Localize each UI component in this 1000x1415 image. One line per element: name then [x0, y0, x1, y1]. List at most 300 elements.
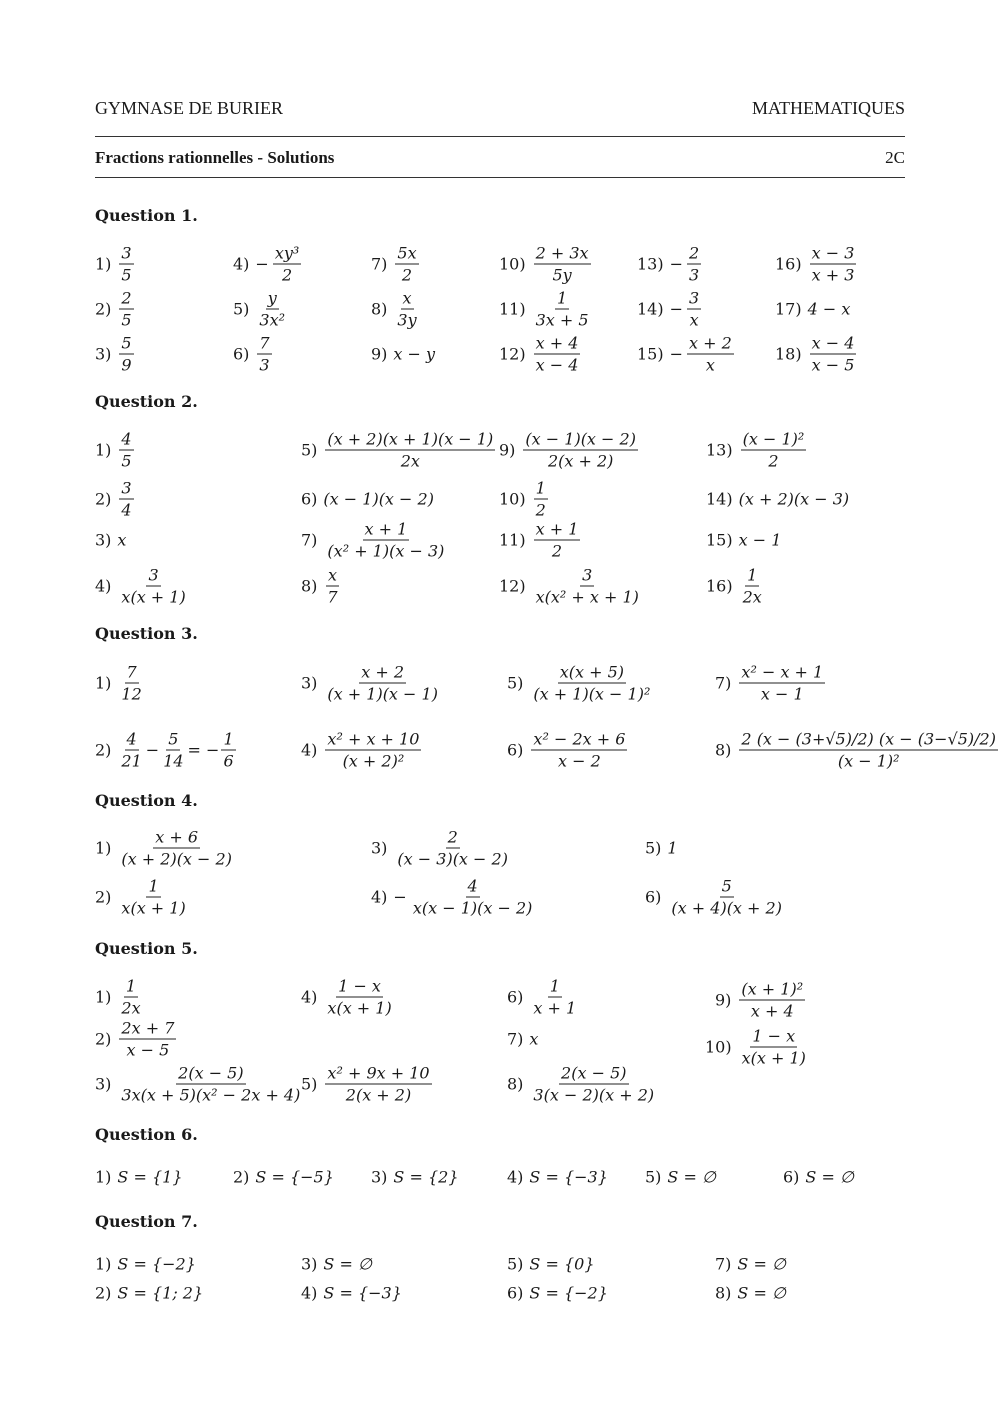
fraction	[325, 566, 339, 607]
answer-item	[499, 566, 643, 607]
numerator: 1	[125, 976, 137, 996]
numerator: 5x	[397, 243, 417, 263]
denominator: 2	[535, 500, 546, 520]
minus-sign: −	[669, 344, 684, 364]
denominator: 12	[121, 684, 142, 704]
denominator: x − 5	[811, 355, 855, 375]
answer-number: 6)	[301, 489, 318, 509]
page-header	[95, 98, 905, 119]
answer-item	[499, 520, 582, 561]
fraction	[119, 828, 234, 869]
denominator: 2	[401, 265, 413, 285]
answer-item	[95, 566, 190, 607]
numerator: x + 1	[364, 519, 408, 539]
minus-sign: −	[669, 254, 684, 274]
denominator: x(x² + x + 1)	[535, 587, 639, 607]
question-title: Question 3.	[95, 624, 198, 643]
denominator: x	[689, 310, 699, 330]
answer-item	[507, 1030, 538, 1049]
numerator: 3	[121, 243, 132, 263]
fraction	[531, 977, 578, 1018]
answer-number: 9)	[499, 440, 516, 460]
answer-number: 5)	[507, 1254, 524, 1274]
numerator: x + 6	[155, 827, 199, 847]
title-bar	[95, 148, 905, 168]
answer-item	[95, 334, 136, 375]
answer-number: 6)	[507, 1283, 524, 1303]
answer-item	[783, 1168, 854, 1187]
answer-item	[637, 334, 736, 375]
answer-item	[507, 1255, 595, 1274]
answer-number: 3)	[371, 838, 388, 858]
denominator: 6	[223, 751, 234, 771]
answer-number: 5)	[645, 1167, 662, 1187]
answer-number: 7)	[715, 673, 732, 693]
numerator: 3	[121, 478, 132, 498]
answer-number: 2)	[95, 299, 112, 319]
answer-expression: (x − 1)(x − 2)	[323, 489, 434, 509]
fraction	[119, 334, 133, 375]
answer-item	[95, 663, 146, 704]
answer-item	[301, 730, 423, 771]
numerator: 1	[557, 288, 568, 308]
question-title: Question 6.	[95, 1125, 198, 1144]
numerator: (x − 1)(x − 2)	[525, 429, 636, 449]
numerator: x² + 9x + 10	[327, 1063, 430, 1083]
fraction	[741, 566, 764, 607]
fraction	[534, 334, 581, 375]
answer-number: 4)	[371, 887, 388, 907]
answer-number: 15)	[706, 530, 733, 550]
answer-expression: x	[117, 530, 127, 550]
fraction	[534, 479, 548, 520]
subject-name: MATHEMATIQUES	[752, 98, 905, 118]
fraction	[741, 430, 807, 471]
numerator: xy³	[274, 243, 300, 263]
denominator: (x + 2)(x − 2)	[121, 849, 232, 869]
fraction	[325, 430, 495, 471]
answer-expression: S = {−3}	[529, 1167, 608, 1187]
fraction	[325, 730, 421, 771]
numerator: 4	[121, 429, 132, 449]
fraction	[119, 430, 133, 471]
answer-item	[499, 430, 640, 471]
answer-item	[715, 1284, 786, 1303]
numerator: x² − x + 1	[741, 662, 824, 682]
fraction	[119, 289, 133, 330]
numerator: 2	[121, 288, 132, 308]
answer-number: 3)	[301, 673, 318, 693]
fraction	[119, 663, 143, 704]
fraction	[523, 430, 638, 471]
denominator: x(x + 1)	[741, 1048, 806, 1068]
numerator: 1	[747, 565, 758, 585]
answer-number: 11)	[499, 530, 526, 550]
denominator: 5	[121, 265, 132, 285]
fraction	[531, 730, 627, 771]
answer-item	[301, 977, 396, 1018]
answer-number: 11)	[499, 299, 526, 319]
answer-item	[95, 1168, 183, 1187]
denominator: 5	[121, 310, 132, 330]
denominator: x	[705, 355, 715, 375]
answer-item	[95, 531, 126, 550]
answer-expression: S = {1; 2}	[117, 1283, 204, 1303]
numerator: 5	[168, 729, 179, 749]
denominator: 2	[281, 265, 293, 285]
minus-sign: −	[255, 254, 269, 274]
numerator: x² − 2x + 6	[533, 729, 626, 749]
numerator: 2(x − 5)	[561, 1063, 627, 1083]
denominator: 9	[121, 355, 132, 375]
fraction	[119, 1019, 176, 1060]
answer-number: 8)	[507, 1074, 524, 1094]
answer-number: 4)	[301, 1283, 318, 1303]
question-title: Question 2.	[95, 392, 198, 411]
answer-expression: x	[529, 1029, 539, 1049]
denominator: 2	[768, 451, 779, 471]
answer-number: 5)	[645, 838, 662, 858]
denominator: 4	[121, 500, 132, 520]
answer-expression: S = ∅	[737, 1283, 786, 1303]
answer-item	[301, 1284, 402, 1303]
fraction	[810, 334, 857, 375]
fraction	[119, 479, 133, 520]
answer-number: 4)	[301, 740, 318, 760]
answer-number: 1)	[95, 673, 112, 693]
answer-item	[95, 1064, 304, 1105]
fraction	[534, 566, 641, 607]
answer-item	[371, 345, 435, 364]
answer-number: 4)	[301, 987, 318, 1007]
denominator: 21	[121, 751, 142, 771]
answer-number: 3)	[371, 1167, 388, 1187]
numerator: 1 − x	[338, 976, 381, 996]
answer-item	[507, 977, 580, 1018]
numerator: 2x + 7	[121, 1018, 175, 1038]
answer-expression: S = ∅	[667, 1167, 716, 1187]
denominator: (x + 1)(x − 1)	[327, 684, 438, 704]
answer-expression: x − 1	[738, 530, 782, 550]
numerator: x + 4	[535, 333, 579, 353]
fraction	[740, 1027, 808, 1068]
fraction	[325, 663, 440, 704]
fraction	[325, 1064, 431, 1105]
answer-item	[95, 877, 190, 918]
fraction	[221, 730, 235, 771]
numerator: 1	[148, 876, 159, 896]
numerator: x	[328, 565, 338, 585]
answer-number: 7)	[371, 254, 388, 274]
answer-number: 12)	[499, 344, 526, 364]
answer-expression: S = ∅	[805, 1167, 854, 1187]
minus-operator: −	[145, 740, 160, 760]
denominator: (x + 4)(x + 2)	[671, 898, 782, 918]
minus-sign: −	[669, 299, 684, 319]
answer-number: 1)	[95, 254, 112, 274]
class-label: 2C	[885, 148, 905, 167]
equals-operator: = −	[187, 740, 220, 760]
numerator: 2 (x − (3+√5)/2) (x − (3−√5)/2)	[741, 729, 996, 749]
numerator: 3	[582, 565, 593, 585]
fraction	[325, 977, 393, 1018]
answer-item	[233, 244, 303, 285]
answer-item	[706, 430, 808, 471]
numerator: x − 4	[811, 333, 855, 353]
denominator: 3(x − 2)(x + 2)	[533, 1085, 655, 1105]
answer-number: 10)	[499, 489, 526, 509]
answer-item	[233, 334, 274, 375]
numerator: (x + 1)²	[741, 979, 804, 999]
answer-item	[371, 244, 421, 285]
answer-number: 8)	[301, 576, 318, 596]
answer-item	[715, 980, 807, 1021]
fraction	[810, 244, 857, 285]
fraction	[119, 1064, 302, 1105]
answer-item	[637, 289, 703, 330]
denominator: 14	[163, 751, 184, 771]
answer-item	[371, 877, 536, 918]
answer-number: 8)	[715, 740, 732, 760]
numerator: 1	[535, 478, 546, 498]
answer-item	[301, 520, 448, 561]
answer-number: 16)	[706, 576, 733, 596]
answer-number: 2)	[95, 1283, 112, 1303]
answer-item	[775, 300, 850, 319]
fraction	[257, 289, 287, 330]
denominator: 2(x + 2)	[345, 1085, 412, 1105]
numerator: x + 2	[689, 333, 732, 353]
answer-item	[507, 1064, 658, 1105]
question-title: Question 4.	[95, 791, 198, 810]
fraction	[534, 244, 591, 285]
fraction	[325, 520, 446, 561]
fraction	[739, 980, 805, 1021]
denominator: (x² + 1)(x − 3)	[327, 541, 445, 561]
answer-expression: S = {1}	[117, 1167, 183, 1187]
answer-item	[499, 334, 582, 375]
denominator: 2	[551, 541, 563, 561]
answer-item	[301, 1255, 372, 1274]
numerator: 3	[148, 565, 159, 585]
answer-number: 14)	[706, 489, 733, 509]
denominator: 2(x + 2)	[547, 451, 614, 471]
answer-number: 6)	[233, 344, 250, 364]
numerator: 2	[689, 243, 700, 263]
numerator: 2	[447, 827, 458, 847]
answer-expression: 4 − x	[807, 299, 851, 319]
denominator: 2x	[742, 587, 762, 607]
fraction	[395, 244, 418, 285]
answer-number: 7)	[507, 1029, 524, 1049]
answer-number: 16)	[775, 254, 802, 274]
answer-number: 5)	[233, 299, 250, 319]
numerator: 5	[721, 876, 732, 896]
header-rule	[95, 136, 905, 137]
denominator: 3y	[397, 310, 417, 330]
answer-item	[371, 1168, 459, 1187]
answer-item	[371, 828, 512, 869]
answer-item	[371, 289, 421, 330]
answer-number: 10)	[499, 254, 526, 274]
answer-number: 9)	[715, 990, 732, 1010]
denominator: x + 3	[811, 265, 855, 285]
answer-number: 2)	[95, 1029, 112, 1049]
answer-expression: (x + 2)(x − 3)	[738, 489, 850, 509]
numerator: x(x + 5)	[559, 662, 625, 682]
denominator: 3	[689, 265, 700, 285]
answer-number: 4)	[233, 254, 250, 274]
answer-expression: 1	[667, 838, 678, 858]
denominator: 2x	[400, 451, 420, 471]
answer-item	[715, 663, 827, 704]
answer-item	[775, 334, 858, 375]
answer-item	[705, 1027, 810, 1068]
answer-number: 1)	[95, 1167, 112, 1187]
school-name: GYMNASE DE BURIER	[95, 98, 284, 118]
answer-item	[95, 828, 236, 869]
answer-item	[706, 566, 766, 607]
denominator: x − 2	[558, 751, 601, 771]
fraction	[739, 663, 825, 704]
answer-number: 4)	[95, 576, 112, 596]
denominator: x − 4	[535, 355, 579, 375]
answer-item	[706, 531, 781, 550]
answer-item	[645, 839, 678, 858]
question-title: Question 7.	[95, 1212, 198, 1231]
document-title: Fractions rationnelles - Solutions	[95, 148, 335, 167]
numerator: 4	[467, 876, 478, 896]
answer-item	[301, 1064, 434, 1105]
fraction	[739, 730, 998, 771]
answer-number: 5)	[301, 1074, 318, 1094]
answer-item	[499, 244, 593, 285]
numerator: x + 2	[361, 662, 405, 682]
fraction	[119, 566, 187, 607]
answer-item	[507, 730, 629, 771]
answer-item	[507, 1168, 608, 1187]
answer-item	[507, 663, 654, 704]
fraction	[534, 520, 581, 561]
answer-item	[95, 289, 136, 330]
fraction	[531, 1064, 656, 1105]
answer-number: 2)	[233, 1167, 250, 1187]
minus-sign: −	[393, 887, 407, 907]
answer-expression: S = ∅	[323, 1254, 372, 1274]
answer-number: 3)	[95, 1074, 112, 1094]
numerator: 1	[549, 976, 560, 996]
answer-item	[645, 877, 786, 918]
answer-number: 1)	[95, 838, 112, 858]
numerator: 4	[126, 729, 137, 749]
answer-item	[507, 1284, 608, 1303]
fraction	[687, 244, 701, 285]
numerator: 1	[223, 729, 234, 749]
answer-number: 13)	[706, 440, 733, 460]
answer-number: 6)	[783, 1167, 800, 1187]
answer-number: 6)	[645, 887, 662, 907]
answer-number: 9)	[371, 344, 388, 364]
answer-item	[233, 289, 289, 330]
answer-number: 7)	[301, 530, 318, 550]
answer-item	[95, 1019, 178, 1060]
answer-item	[715, 730, 1000, 771]
denominator: x + 1	[533, 998, 577, 1018]
answer-item	[95, 1284, 203, 1303]
answer-item	[301, 430, 497, 471]
answer-expression: S = {−5}	[255, 1167, 334, 1187]
answer-expression: S = ∅	[737, 1254, 786, 1274]
fraction	[395, 828, 510, 869]
answer-number: 17)	[775, 299, 802, 319]
denominator: x(x + 1)	[121, 898, 186, 918]
denominator: 3x(x + 5)(x² − 2x + 4)	[121, 1085, 301, 1105]
fraction	[119, 244, 133, 285]
answer-number: 3)	[301, 1254, 318, 1274]
answer-number: 15)	[637, 344, 664, 364]
answer-number: 1)	[95, 1254, 112, 1274]
answer-number: 8)	[715, 1283, 732, 1303]
answer-number: 1)	[95, 987, 112, 1007]
fraction	[257, 334, 271, 375]
answer-item	[233, 1168, 334, 1187]
answer-number: 8)	[371, 299, 388, 319]
answer-expression: x − y	[393, 344, 436, 364]
answer-number: 2)	[95, 887, 112, 907]
answer-number: 13)	[637, 254, 664, 274]
numerator: x² + x + 10	[327, 729, 420, 749]
answer-number: 6)	[507, 987, 524, 1007]
answer-item	[95, 430, 136, 471]
answer-number: 5)	[507, 673, 524, 693]
denominator: x(x + 1)	[121, 587, 186, 607]
denominator: 7	[327, 587, 338, 607]
denominator: (x − 1)²	[837, 751, 900, 771]
answer-item	[95, 977, 145, 1018]
answer-number: 3)	[95, 530, 112, 550]
title-rule	[95, 177, 905, 178]
answer-expression: S = {−3}	[323, 1283, 402, 1303]
answer-number: 1)	[95, 440, 112, 460]
numerator: x + 1	[535, 519, 579, 539]
fraction	[395, 289, 418, 330]
numerator: x	[402, 288, 412, 308]
fraction	[669, 877, 784, 918]
answer-item	[645, 1168, 716, 1187]
answer-item	[95, 479, 136, 520]
answer-item	[95, 244, 136, 285]
denominator: 2x	[121, 998, 141, 1018]
numerator: x − 3	[811, 243, 855, 263]
answer-number: 3)	[95, 344, 112, 364]
denominator: x + 4	[750, 1001, 794, 1021]
fraction	[687, 334, 734, 375]
answer-number: 14)	[637, 299, 664, 319]
denominator: x(x − 1)(x − 2)	[412, 898, 533, 918]
question-title: Question 1.	[95, 206, 198, 225]
answer-number: 6)	[507, 740, 524, 760]
answer-number: 18)	[775, 344, 802, 364]
answer-item	[301, 566, 342, 607]
fraction	[119, 730, 143, 771]
denominator: x − 1	[760, 684, 804, 704]
denominator: x − 5	[126, 1040, 170, 1060]
numerator: 7	[259, 333, 270, 353]
numerator: 5	[121, 333, 132, 353]
answer-item	[637, 244, 703, 285]
answer-number: 10)	[705, 1037, 732, 1057]
answer-number: 2)	[95, 489, 112, 509]
